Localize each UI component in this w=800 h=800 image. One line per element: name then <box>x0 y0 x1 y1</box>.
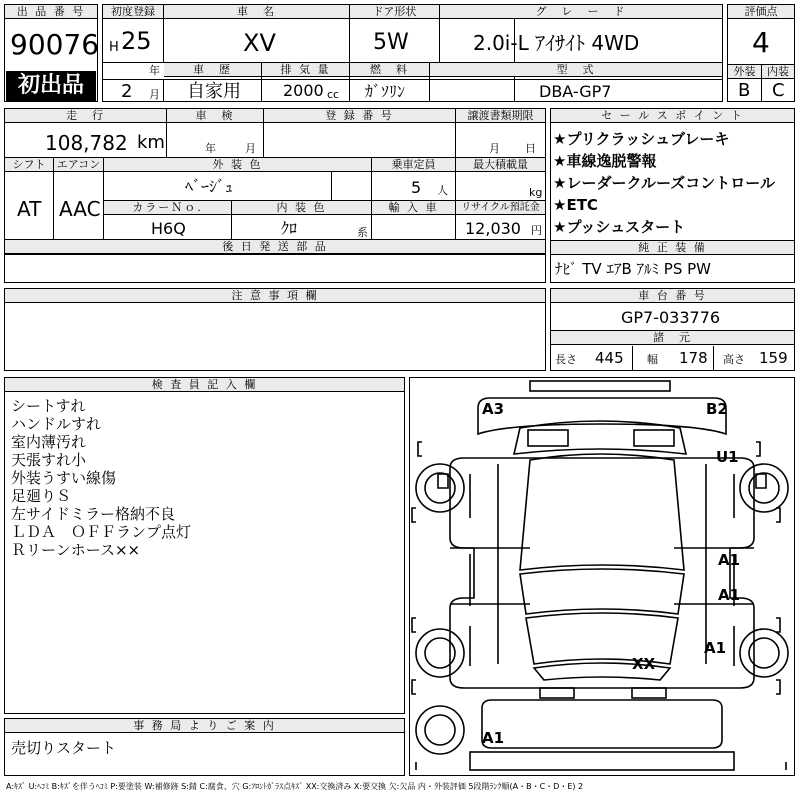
shaken-year: 年 <box>205 142 216 155</box>
seats-unit: 人 <box>437 184 448 197</box>
era: H <box>109 40 119 55</box>
chassis-number: GP7-033776 <box>621 308 721 327</box>
vehicle-details-box <box>4 108 546 283</box>
car-diagram-box <box>409 377 795 776</box>
length-label: 長さ <box>555 353 577 366</box>
equipment: ﾅﾋﾞ TV ｴｱB ｱﾙﾐ PS PW <box>555 260 711 278</box>
legend: A:ｷｽﾞ U:ﾍｺﾐ B:ｷｽﾞを伴うﾍｺﾐ P:要塗装 W:補修跡 S:錆 C:腐食、穴 G:ﾌﾛﾝﾄｶﾞﾗｽ点ｷｽﾞ XX:交換済み X:要交換 欠:欠品 内・外装評価 5段階ﾗﾝｸ順(A・B・C・D・E) 2 <box>6 782 584 791</box>
damage-a1-right-front: A1 <box>718 551 741 569</box>
score: 4 <box>752 26 770 59</box>
transfer-day: 日 <box>525 142 536 155</box>
ac-label: エアコン <box>54 158 103 172</box>
history: 自家用 <box>187 81 241 102</box>
ext-label: 外装 <box>728 65 761 79</box>
regno-label: 登 録 番 号 <box>264 109 455 123</box>
grade-label: グ レ ー ド <box>440 5 722 19</box>
car-diagram <box>410 378 794 775</box>
equipment-label: 純 正 装 備 <box>551 241 794 255</box>
lot-box <box>4 4 98 102</box>
sales-point-4: ★ETC <box>553 196 598 214</box>
mileage-label: 走 行 <box>5 109 166 123</box>
office-box <box>4 718 405 776</box>
interior-color: ｸﾛ <box>281 219 298 238</box>
ext-score: B <box>738 80 751 101</box>
ac: AAC <box>59 197 101 221</box>
lot-label: 出 品 番 号 <box>5 5 97 19</box>
first-reg-label: 初度登録 <box>103 5 163 19</box>
notes-label: 注 意 事 項 欄 <box>5 289 545 303</box>
damage-a1-rear: A1 <box>482 729 505 747</box>
first-reg-month: 2 <box>121 81 133 102</box>
month-unit: 月 <box>149 88 160 101</box>
shaken-month: 月 <box>245 142 256 155</box>
chassis-label: 車 台 番 号 <box>551 289 794 303</box>
car-name-label: 車 名 <box>164 5 349 19</box>
inspector-note-7: 左サイドミラー格納不良 <box>11 505 175 523</box>
damage-xx: XX <box>632 655 656 673</box>
model-label: 型 式 <box>430 63 722 77</box>
year-unit: 年 <box>149 64 160 77</box>
damage-a1-right-rear: A1 <box>704 639 727 657</box>
chassis-box <box>550 288 795 371</box>
int-score: C <box>772 80 785 101</box>
shaken-label: 車 検 <box>167 109 263 123</box>
inspector-note-1: シートすれ <box>11 397 86 415</box>
first-reg-year: 25 <box>121 27 152 55</box>
car-name: XV <box>243 29 276 57</box>
inspector-note-9: Ｒリーンホース×× <box>11 541 141 559</box>
color-no-label: カラーＮｏ. <box>104 201 231 215</box>
recycle-fee: 12,030 <box>465 219 521 238</box>
recycle-label: リサイクル預託金 <box>456 201 545 215</box>
damage-a1-right-mid: A1 <box>718 586 741 604</box>
office-note: 売切りスタート <box>11 739 117 757</box>
width: 178 <box>679 349 708 367</box>
fuel: ｶﾞｿﾘﾝ <box>365 82 406 101</box>
import-label: 輸 入 車 <box>372 201 455 215</box>
transfer-label: 譲渡書類期限 <box>456 109 545 123</box>
inspector-box <box>4 377 405 714</box>
load-unit: kg <box>529 186 543 199</box>
shift: AT <box>17 197 42 221</box>
model: DBA-GP7 <box>539 82 612 101</box>
inspector-note-8: ＬＤＡ ＯＦＦランプ点灯 <box>11 523 192 541</box>
sales-point-1: ★プリクラッシュブレーキ <box>553 130 730 148</box>
sales-point-2: ★車線逸脱警報 <box>553 152 657 170</box>
km-unit: km <box>137 132 165 153</box>
mileage: 108,782 <box>45 131 128 155</box>
seats-label: 乗車定員 <box>372 158 455 172</box>
displacement: 2000 <box>283 81 324 100</box>
transfer-month: 月 <box>489 142 500 155</box>
lot-number: 90076 <box>10 28 100 61</box>
later-parts-label: 後 日 発 送 部 品 <box>5 240 545 254</box>
door-type: 5W <box>373 30 409 55</box>
top-info-box <box>102 4 723 102</box>
height: 159 <box>759 349 788 367</box>
score-label: 評価点 <box>728 5 794 19</box>
dims-label: 諸 元 <box>551 331 794 345</box>
color-no: H6Q <box>151 219 186 238</box>
sales-point-3: ★レーダークルーズコントロール <box>553 174 775 192</box>
length: 445 <box>595 349 624 367</box>
inspector-note-6: 足廻りＳ <box>11 487 72 505</box>
first-listing-badge: 初出品 <box>6 71 96 101</box>
damage-b2: B2 <box>706 400 728 418</box>
width-label: 幅 <box>647 353 658 366</box>
interior-label: 内 装 色 <box>232 201 371 215</box>
door-label: ドア形状 <box>350 5 439 19</box>
exterior-label: 外 装 色 <box>104 158 371 172</box>
cc-unit: cc <box>327 88 340 101</box>
fuel-label: 燃 料 <box>350 63 429 77</box>
inspector-label: 検 査 員 記 入 欄 <box>5 378 404 392</box>
shift-label: シフト <box>5 158 53 172</box>
exterior-color: ﾍﾞｰｼﾞｭ <box>185 177 234 196</box>
int-label: 内装 <box>762 65 794 79</box>
load-label: 最大積載量 <box>456 158 545 172</box>
notes-box <box>4 288 546 371</box>
inspector-note-4: 天張すれ小 <box>11 451 87 469</box>
interior-suffix: 系 <box>357 226 368 239</box>
displacement-label: 排 気 量 <box>262 63 349 77</box>
sales-points-box <box>550 108 795 283</box>
yen-unit: 円 <box>531 224 542 237</box>
grade: 2.0i-L ｱｲｻｲﾄ 4WD <box>473 31 640 55</box>
damage-u1: U1 <box>716 448 739 466</box>
damage-a3: A3 <box>482 400 505 418</box>
inspector-note-3: 室内薄汚れ <box>11 433 87 451</box>
height-label: 高さ <box>723 353 745 366</box>
office-label: 事 務 局 よ り ご 案 内 <box>5 719 404 733</box>
seats: 5 <box>411 178 422 197</box>
inspector-note-5: 外装うすい線傷 <box>11 469 117 487</box>
score-box <box>727 4 795 102</box>
sales-points-label: セ ー ル ス ポ イ ン ト <box>551 109 794 123</box>
inspector-note-2: ハンドルすれ <box>11 415 102 433</box>
history-label: 車 歴 <box>164 63 261 77</box>
sales-point-5: ★プッシュスタート <box>553 218 686 236</box>
